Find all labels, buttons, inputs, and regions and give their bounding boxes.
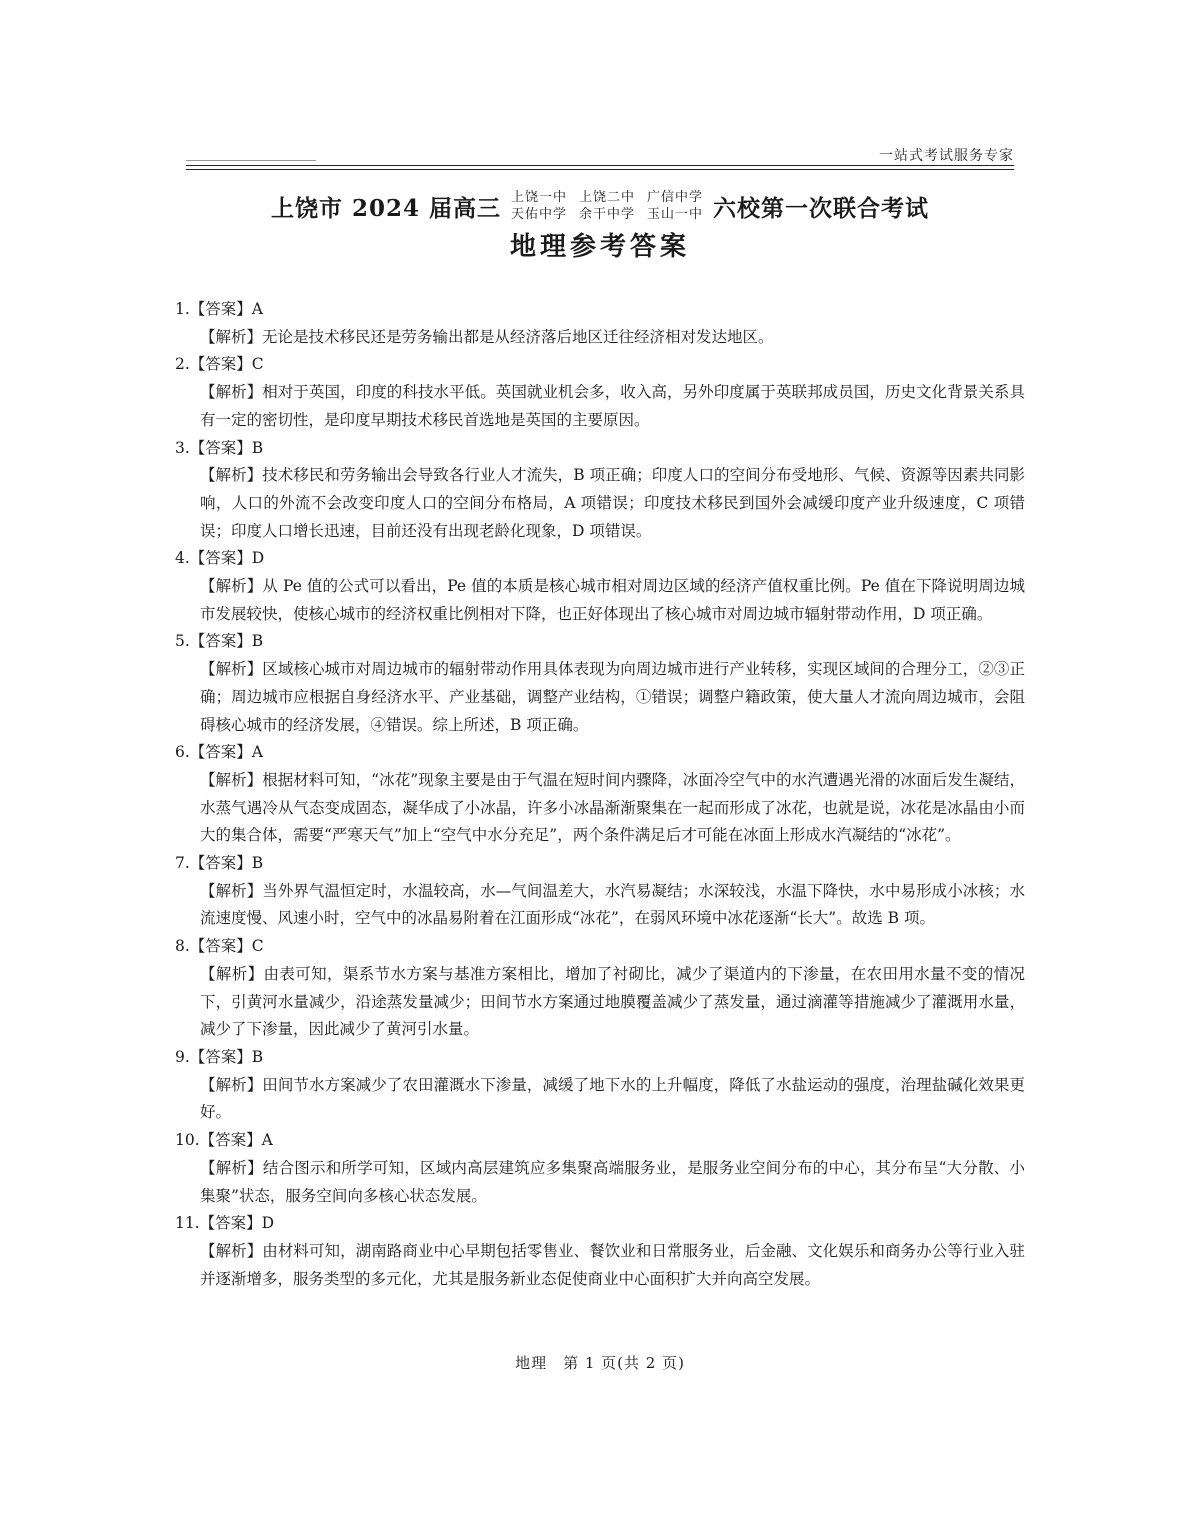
answer-line: 2.【答案】C [175,355,264,374]
schools-grid [511,189,703,223]
school-name: 余干中学 [579,207,636,222]
answer-item [175,1210,1025,1293]
school-name: 上饶一中 [510,190,567,205]
answer-item [175,850,1025,933]
answer-item [175,351,1025,434]
analysis-text: 【解析】由表可知，渠系节水方案与基准方案相比，增加了衬砌比，减少了渠道内的下渗量，在农田用水量不变的情况下，引黄河水量减少，沿途蒸发量减少；田间节水方案通过地膜覆盖减少了蒸发量，通过滴灌等措施减少了灌溉用水量，减少了下渗量，因此减少了黄河引水量。 [200,964,1025,1039]
answer-list [175,296,1025,1293]
school-name: 天佑中学 [510,207,567,222]
answer-item [175,1044,1025,1127]
answer-line: 6.【答案】A [175,743,263,762]
answer-item [175,1127,1025,1210]
answer-line: 3.【答案】B [175,438,264,457]
analysis-text: 【解析】相对于英国，印度的科技水平低。英国就业机会多，收入高，另外印度属于英联邦成员国，历史文化背景关系具有一定的密切性，是印度早期技术移民首选地是英国的主要原因。 [200,383,1025,429]
answer-line: 5.【答案】B [175,632,264,651]
analysis-text: 【解析】无论是技术移民还是劳务输出都是从经济落后地区迁往经济相对发达地区。 [200,327,774,346]
school-name: 上饶二中 [579,190,636,205]
answer-item [175,296,1025,351]
answer-line: 11.【答案】D [175,1214,275,1233]
answer-line: 8.【答案】C [175,937,264,956]
answer-item [175,545,1025,628]
analysis-text: 【解析】区域核心城市对周边城市的辐射带动作用具体表现为向周边城市进行产业转移，实现区域间的合理分工，②③正确；周边城市应根据自身经济水平、产业基础，调整产业结构，①错误；调整户籍政策，使大量人才流向周边城市，会阻碍核心城市的经济发展，④错误。综上所述，B 项正确。 [200,660,1025,734]
analysis-text: 【解析】根据材料可知，“冰花”现象主要是由于气温在短时间内骤降，冰面冷空气中的水汽遭遇光滑的冰面后发生凝结，水蒸气遇冷从气态变成固态，凝华成了小冰晶，许多小冰晶渐渐聚集在一起而形成了冰花，也就是说，冰花是冰晶由小而大的集合体，需要“严寒天气”加上“空气中水分充足”，两个条件满足后才可能在冰面上形成水汽凝结的“冰花”。 [200,770,1025,845]
header-tagline: 一站式考试服务专家 [879,148,1014,164]
answer-item [175,628,1025,739]
header-rule-short [186,160,316,161]
answer-line: 10.【答案】A [175,1131,273,1150]
answer-line: 4.【答案】D [175,549,265,568]
school-name: 玉山一中 [647,207,704,222]
school-name: 广信中学 [647,190,704,205]
page-footer: 地理 第 1 页(共 2 页) [515,1354,685,1372]
answer-item [175,435,1025,546]
document-title: 地理参考答案 [509,232,690,262]
answer-item [175,933,1025,1044]
answer-line: 9.【答案】B [175,1047,264,1066]
analysis-text: 【解析】结合图示和所学可知，区域内高层建筑应多集聚高端服务业，是服务业空间分布的中心，其分布呈“大分散、小集聚”状态，服务空间向多核心状态发展。 [200,1158,1025,1205]
answer-item [175,739,1025,850]
analysis-text: 【解析】技术移民和劳务输出会导致各行业人才流失，B 项正确；印度人口的空间分布受地形、气候、资源等因素共同影响，人口的外流不会改变印度人口的空间分布格局，A 项错误；印度技术移民到国外会减缓印度产业升级速度，C 项错误；印度人口增长迅速，目前还没有出现老龄化现象，D 项错误。 [200,466,1025,540]
exam-title-suffix: 六校第一次联合考试 [713,194,930,222]
analysis-text: 【解析】由材料可知，湖南路商业中心早期包括零售业、餐饮业和日常服务业，后金融、文化娱乐和商务办公等行业入驻并逐渐增多，服务类型的多元化，尤其是服务新业态促使商业中心面积扩大并向高空发展。 [200,1241,1025,1288]
analysis-text: 【解析】从 Pe 值的公式可以看出，Pe 值的本质是核心城市相对周边区域的经济产值权重比例。Pe 值在下降说明周边城市发展较快，使核心城市的经济权重比例相对下降，也正好体现出了核心城市对周边城市辐射带动作用，D 项正确。 [200,577,1025,623]
answer-line: 7.【答案】B [175,854,264,873]
analysis-text: 【解析】当外界气温恒定时，水温较高，水—气间温差大，水汽易凝结；水深较浅，水温下降快，水中易形成小冰核；水流速度慢、风速小时，空气中的冰晶易附着在江面形成“冰花”，在弱风环境中冰花逐渐“长大”。故选 B 项。 [200,881,1025,928]
header-rule-double [186,165,1014,170]
analysis-text: 【解析】田间节水方案减少了农田灌溉水下渗量，减缓了地下水的上升幅度，降低了水盐运动的强度，治理盐碱化效果更好。 [200,1075,1025,1122]
answer-line: 1.【答案】A [175,300,263,318]
exam-title-line [0,186,1200,226]
exam-title-prefix: 上饶市 2024 届高三 [270,194,501,222]
